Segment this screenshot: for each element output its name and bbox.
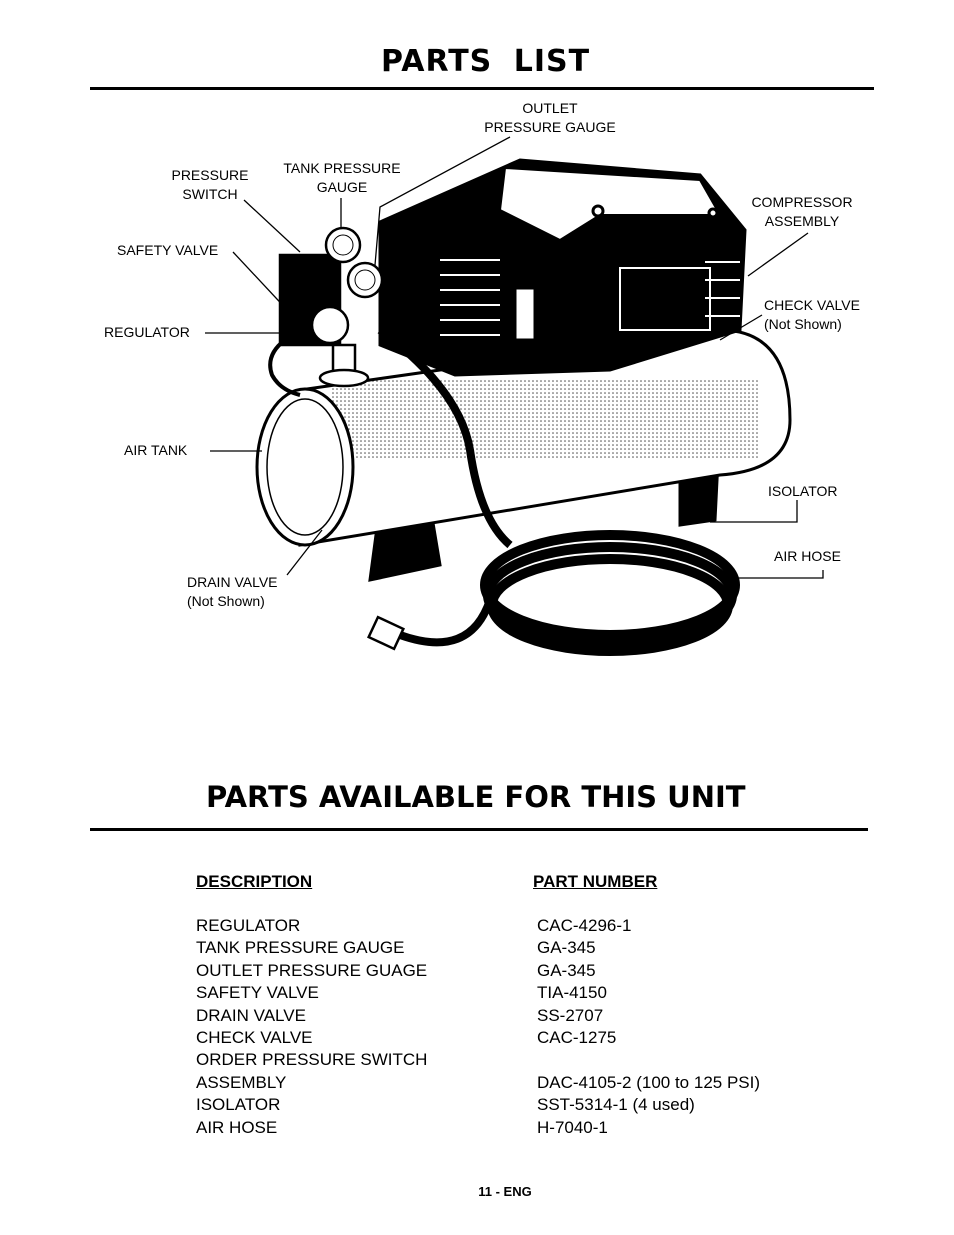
part-description: ASSEMBLY — [196, 1073, 287, 1092]
parts-list-title: PARTS LIST — [381, 44, 591, 79]
label-outlet-pressure-gauge: OUTLET PRESSURE GAUGE — [484, 100, 616, 135]
section-rule — [90, 828, 868, 831]
table-row — [196, 937, 796, 959]
part-description: AIR HOSE — [196, 1118, 278, 1137]
label-isolator: ISOLATOR — [768, 483, 838, 499]
table-row — [196, 960, 796, 982]
part-description: REGULATOR — [196, 916, 301, 935]
part-number: SST-5314-1 (4 used) — [537, 1095, 695, 1114]
label-air-hose: AIR HOSE — [774, 548, 841, 564]
table-row — [196, 1094, 796, 1116]
title-rule — [90, 87, 874, 90]
label-pressure-switch: PRESSURE SWITCH — [171, 167, 249, 202]
description-header: DESCRIPTION — [196, 872, 313, 891]
part-number-header: PART NUMBER — [533, 872, 658, 891]
table-row — [196, 1072, 796, 1094]
part-description: TANK PRESSURE GAUGE — [196, 938, 405, 957]
part-description: ORDER PRESSURE SWITCH — [196, 1050, 428, 1069]
part-number: DAC-4105-2 (100 to 125 PSI) — [537, 1073, 761, 1092]
table-row — [196, 1027, 796, 1049]
table-row — [196, 1117, 796, 1139]
table-row — [196, 1005, 796, 1027]
part-number: GA-345 — [537, 961, 596, 980]
parts-available-title: PARTS AVAILABLE FOR THIS UNIT — [206, 780, 746, 814]
part-description: CHECK VALVE — [196, 1028, 313, 1047]
label-check-valve: CHECK VALVE (Not Shown) — [764, 297, 860, 332]
compressor-shape — [380, 160, 745, 375]
gauges-shape — [280, 228, 382, 386]
part-number: TIA-4150 — [537, 983, 607, 1002]
part-description: DRAIN VALVE — [196, 1006, 306, 1025]
label-tank-pressure-gauge: TANK PRESSURE GAUGE — [283, 160, 401, 195]
part-number: SS-2707 — [537, 1006, 604, 1025]
part-number: CAC-1275 — [537, 1028, 617, 1047]
table-row — [196, 1049, 796, 1071]
page-number: 11 - ENG — [478, 1184, 532, 1199]
table-row — [196, 982, 796, 1004]
label-regulator: REGULATOR — [104, 324, 190, 340]
part-number: CAC-4296-1 — [537, 916, 632, 935]
label-air-tank: AIR TANK — [124, 442, 188, 458]
compressor-illustration — [0, 95, 954, 735]
part-number: H-7040-1 — [537, 1118, 608, 1137]
label-compressor-assembly: COMPRESSOR ASSEMBLY — [751, 194, 853, 229]
part-description: SAFETY VALVE — [196, 983, 319, 1002]
part-description: OUTLET PRESSURE GUAGE — [196, 961, 428, 980]
part-number: GA-345 — [537, 938, 596, 957]
part-description: ISOLATOR — [196, 1095, 281, 1114]
table-row — [196, 915, 796, 937]
label-drain-valve: DRAIN VALVE (Not Shown) — [187, 574, 278, 609]
label-safety-valve: SAFETY VALVE — [117, 242, 219, 258]
